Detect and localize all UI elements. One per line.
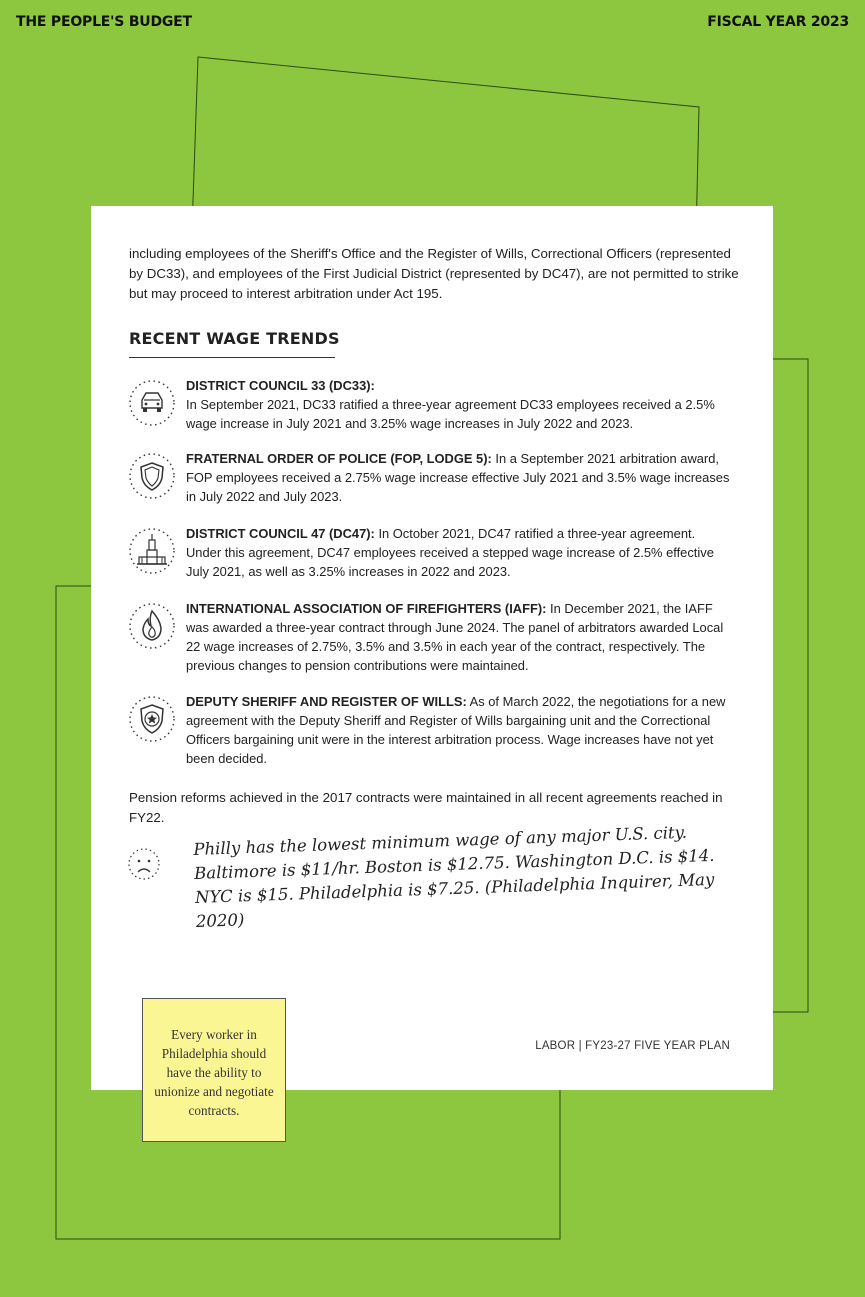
sad-face-icon xyxy=(127,847,161,881)
section-title: RECENT WAGE TRENDS xyxy=(129,329,340,348)
car-icon xyxy=(127,378,177,428)
trend-title: DISTRICT COUNCIL 47 (DC47): xyxy=(186,526,375,541)
document-page xyxy=(91,206,773,1090)
section-divider xyxy=(129,357,335,358)
trend-title: FRATERNAL ORDER OF POLICE (FOP, LODGE 5): xyxy=(186,451,492,466)
trend-description: In October 2021, DC47 ratified a three-year agreement. Under this agreement, DC47 employees received a stepped wage increase of 2.5% effective July 2021, as well as 3.25% increases in 2022 and 2023. xyxy=(186,526,714,579)
trend-text xyxy=(186,599,732,675)
trend-title: DISTRICT COUNCIL 33 (DC33): xyxy=(186,378,375,393)
flame-icon xyxy=(127,601,177,651)
handwritten-note: Philly has the lowest minimum wage of any major U.S. city. Baltimore is $11/hr. Boston is $12.75. Washington D.C. is $14. NYC is $15. Philadelphia is $7.25. (Philadelphia Inquirer, May 2020) xyxy=(193,822,715,931)
header-title: THE PEOPLE'S BUDGET xyxy=(16,14,192,30)
trend-text xyxy=(186,524,732,581)
sticky-note: Every worker in Philadelphia should have the ability to unionize and negotiate contracts. xyxy=(142,998,286,1142)
trend-text xyxy=(186,449,732,506)
page-footer: LABOR | FY23-27 FIVE YEAR PLAN xyxy=(535,1040,730,1052)
shield-icon xyxy=(127,451,177,501)
trend-description: As of March 2022, the negotiations for a new agreement with the Deputy Sheriff and Register of Wills bargaining unit and the Correctional Officers bargaining unit were in the interest arbitration process. Wage increases have not yet been decided. xyxy=(186,694,726,766)
trend-text xyxy=(186,376,732,433)
city-hall-icon xyxy=(127,526,177,576)
pension-paragraph: Pension reforms achieved in the 2017 contracts were maintained in all recent agreements reached in FY22. xyxy=(129,790,723,825)
trend-title: INTERNATIONAL ASSOCIATION OF FIREFIGHTERS (IAFF): xyxy=(186,601,547,616)
intro-paragraph: including employees of the Sheriff's Office and the Register of Wills, Correctional Officers (represented by DC33), and employees of the First Judicial District (represented by DC47), are not permitted to strike but may proceed to interest arbitration under Act 195. xyxy=(129,246,739,301)
sheriff-badge-icon xyxy=(127,694,177,744)
trend-description: In a September 2021 arbitration award, FOP employees received a 2.75% wage increase effective July 2021 and 3.5% wage increases in July 2022 and July 2023. xyxy=(186,451,730,504)
header-fiscal-year: FISCAL YEAR 2023 xyxy=(707,14,849,30)
trend-description: In September 2021, DC33 ratified a three-year agreement DC33 employees received a 2.5% wage increase in July 2021 and 3.25% wage increases in July 2022 and 2023. xyxy=(186,397,715,431)
trend-title: DEPUTY SHERIFF AND REGISTER OF WILLS: xyxy=(186,694,467,709)
trend-text xyxy=(186,692,732,768)
trend-description: In December 2021, the IAFF was awarded a three-year contract through June 2024. The panel of arbitrators awarded Local 22 wage increases of 2.75%, 3.5% and 3.5% in each year of the contract, respectively. The previous changes to pension contributions were maintained. xyxy=(186,601,724,673)
